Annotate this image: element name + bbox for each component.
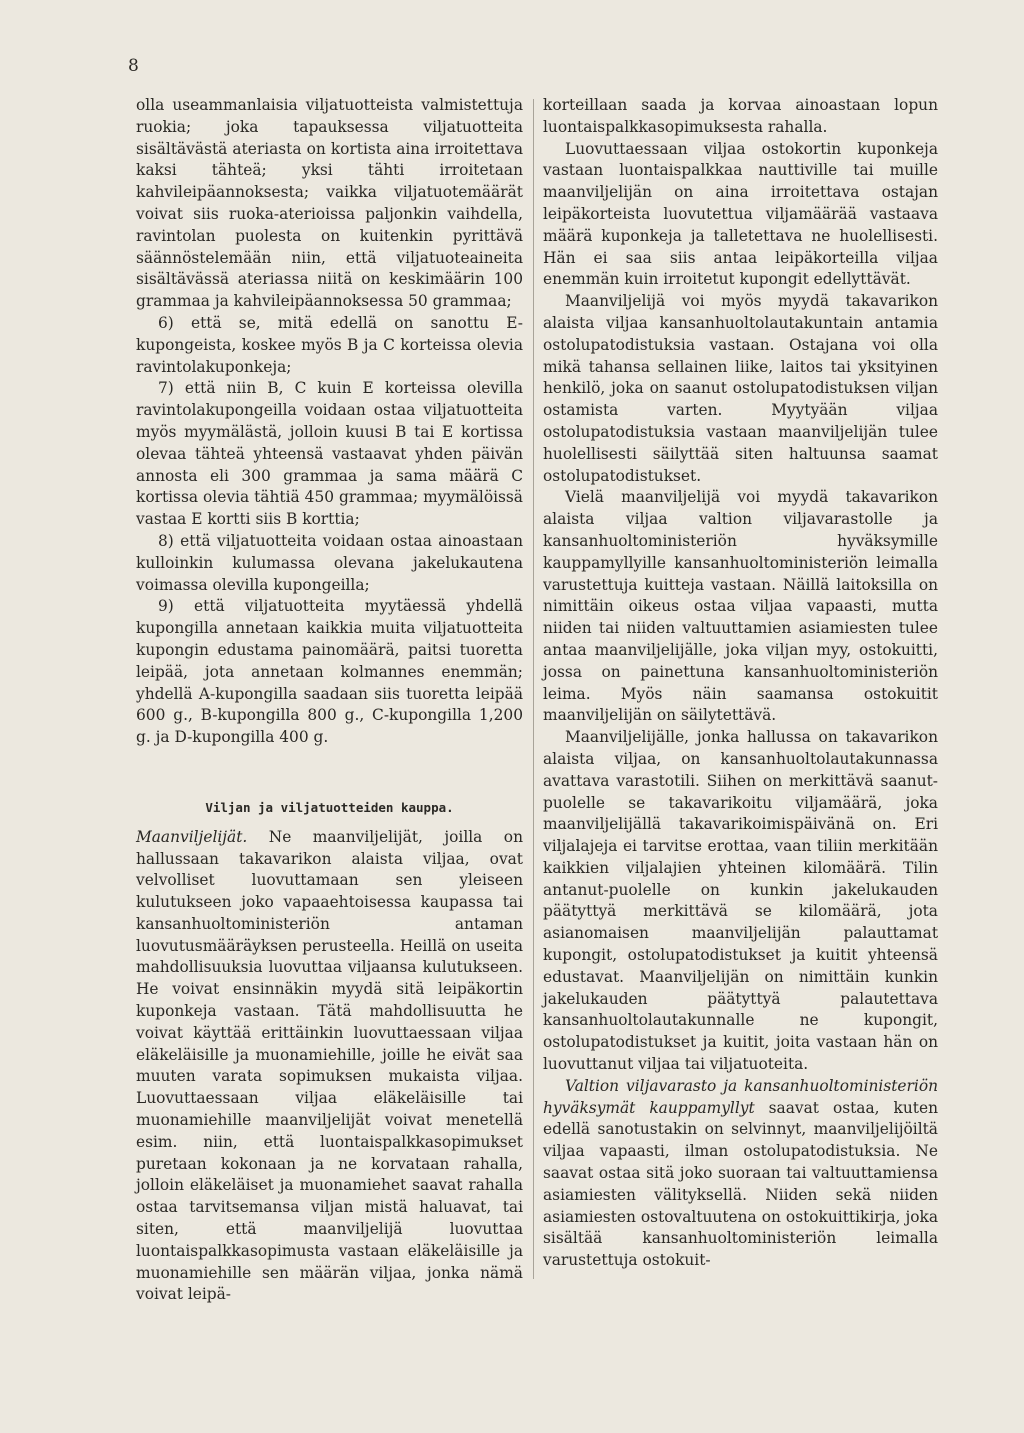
paragraph	[136, 827, 523, 1307]
paragraph: olla useammanlaisia viljatuotteista valmistettuja ruokia; joka tapauksessa viljatuotteita sisältävästä ateriasta on kortista aina irroitettava kaksi tähteä; yksi tähti irroitetaan kahvileipäannoksesta; vaikka viljatuotemäärät voivat siis ruoka-aterioissa paljonkin vaihdella, ravintolan puolesta on kuitenkin pyrittävä säännöstelemään niin, että viljatuoteaineita sisältävässä ateriassa niitä on keskimäärin 100 grammaa ja kahvileipäannoksessa 50 grammaa;	[136, 96, 523, 311]
paragraph: Luovuttaessaan viljaa ostokortin kuponkeja vastaan luontaispalkkaa nauttiville tai muille maanviljelijän on aina irroitettava ostajan leipäkorteista luovutettua viljamäärää vastaava määrä kuponkeja ja talletettava ne huolellisesti. Hän ei saa siis antaa leipäkorteilla viljaa enemmän kuin irroitetut kupongit edellyttävät.	[543, 139, 938, 289]
right-column	[543, 95, 938, 1272]
paragraph: Vielä maanviljelijä voi myydä takavarikon alaista viljaa valtion viljavarastolle ja kansanhuoltoministeriön hyväksymille kauppamyllyille kansanhuoltoministeriön leimalla varustettuja kuitteja vastaan. Näillä laitoksilla on nimittäin oikeus ostaa viljaa vapaasti, mutta niiden tai niiden valtuuttamien asiamiesten tulee antaa maanviljelijälle, joka viljan myy, ostokuitti, jossa on painettuna kansanhuoltoministeriön leima. Myös näin saamansa ostokuitit maanviljelijän on säilytettävä.	[543, 488, 938, 725]
paragraph: 7) että niin B, C kuin E korteissa olevilla ravintolakupongeilla voidaan ostaa viljatuotteita myös myymälästä, jolloin kuusi B tai E kortissa olevaa tähteä yhteensä vastaavat yhden päivän annosta eli 300 grammaa ja sama määrä C kortissa olevia tähtiä 450 grammaa; myymälöissä vastaa E kortti siis B korttia;	[136, 379, 523, 529]
page-number: 8	[128, 56, 139, 76]
paragraph: korteillaan saada ja korvaa ainoastaan lopun luontaispalkkasopimuksesta rahalla.	[543, 96, 938, 136]
column-divider	[533, 99, 534, 1279]
paragraph: Maanviljelijälle, jonka hallussa on takavarikon alaista viljaa, on kansanhuoltolautakunnassa avattava varastotili. Siihen on merkittävä saanut-puolelle se takavarikoitu viljamäärä, joka maanviljelijällä takavarikoimispäivänä on. Eri viljalajeja ei tarvitse erottaa, vaan tiliin merkitään kaikkien viljalajien yhteinen kilomäärä. Tilin antanut-puolelle on kunkin jakelukauden päätyttyä merkittävä se kilomäärä, jota asianomaisen maanviljelijän palauttamat kupongit, ostolupatodistukset ja kuitit yhteensä edustavat. Maanviljelijän on nimittäin kunkin jakelukauden päätyttyä palautettava kansanhuoltolautakunnalle ne kupongit, ostolupatodistukset ja kuitit, joita vastaan hän on luovuttanut viljaa tai viljatuoteita.	[543, 728, 938, 1074]
paragraph: 9) että viljatuotteita myytäessä yhdellä kupongilla annetaan kaikkia muita viljatuotteita kupongin edustama painomäärä, paitsi tuoretta leipää, jota annetaan kolmannes enemmän; yhdellä A-kupongilla saadaan siis tuoretta leipää 600 g., B-kupongilla 800 g., C-kupongilla 1,200 g. ja D-kupongilla 400 g.	[136, 597, 523, 747]
section-heading: Viljan ja viljatuotteiden kauppa.	[205, 799, 454, 815]
italic-lead: Valtion viljavarasto ja kansanhuoltoministeriön hyväksymät kauppamyllyt	[543, 1076, 938, 1117]
paragraph	[543, 1076, 938, 1272]
paragraph: 6) että se, mitä edellä on sanottu E-kupongeista, koskee myös B ja C korteissa olevia ravintolakuponkeja;	[136, 313, 523, 376]
italic-lead: Maanviljelijät.	[136, 827, 248, 846]
paragraph-text: Ne maanviljelijät, joilla on hallussaan takavarikon alaista viljaa, ovat velvolliset luovuttamaan sen yleiseen kulutukseen joko vapaaehtoisessa kaupassa tai kansanhuoltoministeriön antaman luovutusmääräyksen perusteella. Heillä on useita mahdollisuuksia luovuttaa viljaansa kulutukseen. He voivat ensinnäkin myydä sitä leipäkortin kuponkeja vastaan. Tätä mahdollisuutta he voivat käyttää erittäinkin luovuttaessaan viljaa eläkeläisille ja muonamiehille, joille he eivät saa muuten varata sopimuksen mukaista viljaa. Luovuttaessaan viljaa eläkeläisille tai muonamiehille maanviljelijät voivat menetellä esim. niin, että luontaispalkkasopimukset puretaan kokonaan ja ne korvataan rahalla, jolloin eläkeläiset ja muonamiehet saavat rahalla ostaa tarvitsemansa viljan mistä haluavat, tai siten, että maanviljelijä luovuttaa luontaispalkkasopimusta vastaan eläkeläisille ja muonamiehille sen määrän viljaa, jonka nämä voivat leipä-	[136, 827, 523, 1304]
left-column	[136, 95, 523, 1306]
paragraph: 8) että viljatuotteita voidaan ostaa ainoastaan kulloinkin kulumassa olevana jakelukautena voimassa olevilla kupongeilla;	[136, 531, 523, 594]
paragraph-text: saavat ostaa, kuten edellä sanotustakin on selvinnyt, maanviljelijöiltä viljaa vapaasti, ilman ostolupatodistuksia. Ne saavat ostaa sitä joko suoraan tai valtuuttamiensa asiamiesten välityksellä. Niiden sekä niiden asiamiesten ostovaltuutena on ostokuittikirja, joka sisältää kansanhuoltoministeriön leimalla varustettuja ostokuit-	[543, 1098, 938, 1270]
paragraph: Maanviljelijä voi myös myydä takavarikon alaista viljaa kansanhuoltolautakuntain antamia ostolupatodistuksia vastaan. Ostajana voi olla mikä tahansa sellainen liike, laitos tai yksityinen henkilö, joka on saanut ostolupatodistuksen viljan ostamista varten. Myytyään viljaa ostolupatodistuksia vastaan maanviljelijän tulee huolellisesti säilyttää siten haltuunsa saamat ostolupatodistukset.	[543, 292, 938, 485]
